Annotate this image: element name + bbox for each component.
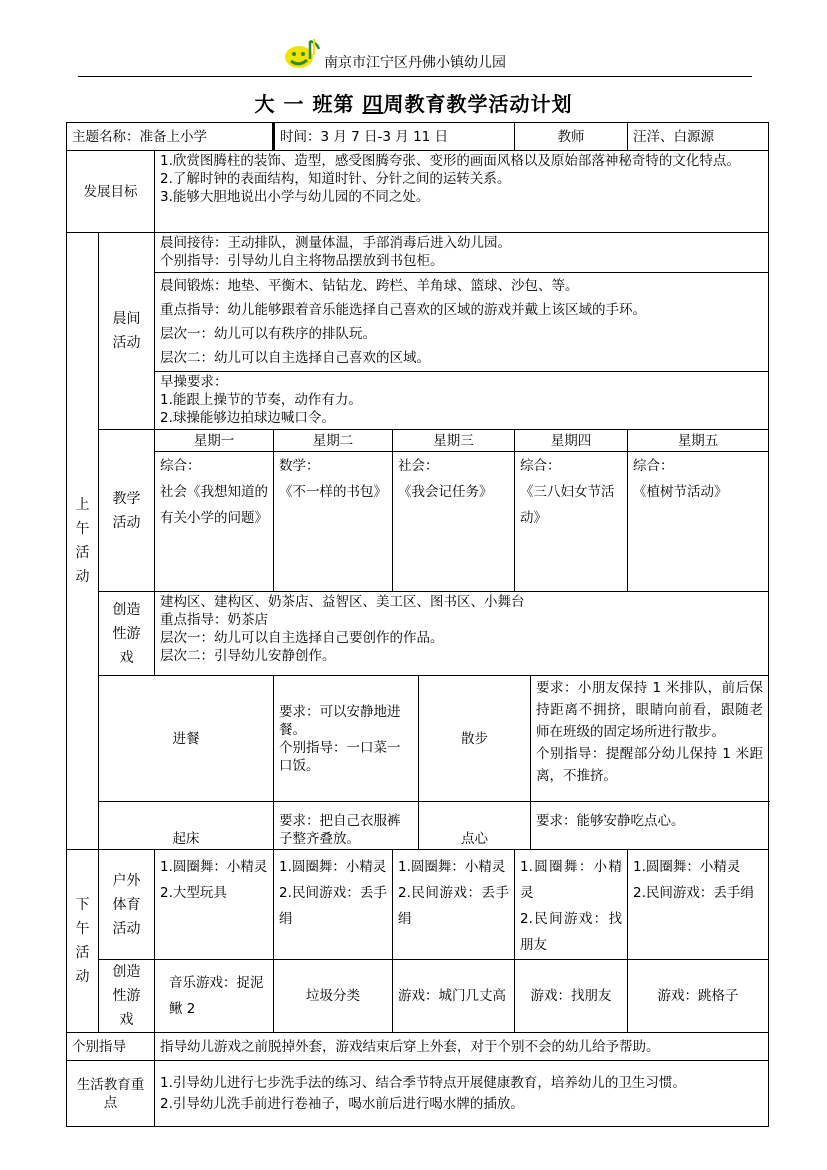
reception-line: 晨间接待：王动排队，测量体温，手部消毒后进入幼儿园。 [160, 235, 511, 251]
exercise-line: 晨间锻炼：地垫、平衡木、钻钻龙、跨栏、羊角球、篮球、沙包、等。 [160, 278, 579, 294]
life-label: 生活教育重 点 [67, 1061, 155, 1127]
morning-drill-row [67, 372, 769, 430]
outdoor-fri [628, 850, 769, 960]
afternoon-outdoor-row [67, 850, 769, 960]
life-row [67, 1061, 769, 1127]
exercise-line: 层次二：幼儿可以自主选择自己喜欢的区域。 [160, 350, 430, 366]
outdoor-line: 1.圆圈舞：小精灵 [520, 859, 623, 901]
activity-plan-table [66, 122, 769, 1127]
drill-line: 早操要求： [160, 374, 228, 390]
outdoor-line: 2.民间游戏：丢手绢 [279, 885, 387, 927]
exercise-line: 重点指导：幼儿能够跟着音乐能选择自己喜欢的区域的游戏并戴上该区域的手环。 [160, 302, 646, 318]
wake-row [67, 802, 769, 850]
class-name: 大 一 班 [254, 92, 334, 116]
life-content [155, 1061, 769, 1127]
goal-item: 1.欣赏图腾柱的装饰、造型，感受图腾夸张、变形的画面风格以及原始部落神秘奇特的文化特点。 [160, 153, 740, 169]
afternoon-creative-fri: 游戏：跳格子 [628, 960, 769, 1033]
afternoon-creative-label: 创造性游戏 [99, 960, 155, 1033]
meal-line: 个别指导：一口菜一口饭。 [279, 739, 401, 774]
individual-content: 指导幼儿游戏之前脱掉外套，游戏结束后穿上外套，对于个别不会的幼儿给予帮助。 [155, 1033, 769, 1061]
afternoon-section-label: 下午活动 [67, 850, 99, 1033]
afternoon-creative-mon: 音乐游戏：捉泥鳅 2 [155, 960, 274, 1033]
creative-line: 层次一：幼儿可以自主选择自己要创作的作品。 [160, 630, 444, 646]
teaching-subject: 综合： [633, 458, 674, 474]
outdoor-line: 1.圆圈舞：小精灵 [160, 859, 268, 875]
time-cell [274, 123, 515, 151]
meal-row [67, 676, 769, 802]
outdoor-line: 2.大型玩具 [160, 885, 227, 901]
goal-item: 2.了解时钟的表面结构，知道时针、分针之间的运转关系。 [160, 171, 511, 187]
morning-creative-content [155, 592, 769, 676]
teacher-value: 汪洋、白源源 [628, 123, 769, 151]
teaching-label: 教学活动 [99, 430, 155, 592]
creative-line: 建构区、建构区、奶茶店、益智区、美工区、图书区、小舞台 [160, 594, 525, 610]
outdoor-line: 2.民间游戏：找朋友 [520, 911, 623, 953]
weekday-header-row [67, 430, 769, 452]
weekday-wed: 星期三 [393, 430, 515, 452]
afternoon-creative-thu: 游戏：找朋友 [515, 960, 628, 1033]
walk-label: 散步 [419, 676, 531, 802]
outdoor-thu [515, 850, 628, 960]
page-title [0, 88, 827, 117]
teaching-subject: 数学： [279, 458, 320, 474]
drill-line: 1.能跟上操节的节奏，动作有力。 [160, 392, 362, 408]
page-header [78, 40, 752, 77]
exercise-line: 层次一：幼儿可以有秩序的排队玩。 [160, 326, 376, 342]
exercise-content [155, 273, 769, 372]
meal-label: 进餐 [99, 676, 274, 802]
individual-row [67, 1033, 769, 1061]
afternoon-creative-row [67, 960, 769, 1033]
goal-item: 3.能够大胆地说出小学与幼儿园的不同之处。 [160, 189, 430, 205]
teaching-fri [628, 452, 769, 592]
reception-line: 个别指导：引导幼儿自主将物品摆放到书包柜。 [160, 253, 444, 269]
wake-label: 起床 [99, 802, 274, 850]
morning-creative-label: 创造性游戏 [99, 592, 155, 676]
meal-line: 要求：可以安静地进餐。 [279, 703, 401, 738]
teaching-thu [515, 452, 628, 592]
walk-line: 个别指导：提醒部分幼儿保持 1 米距离，不推挤。 [536, 746, 764, 784]
theme-cell [67, 123, 274, 151]
outdoor-tue [274, 850, 393, 960]
teaching-subject: 综合： [520, 458, 561, 474]
teaching-topic: 《植树节活动》 [633, 484, 728, 500]
goals-row [67, 151, 769, 233]
teaching-topic: 《我会记任务》 [398, 484, 493, 500]
outdoor-line: 2.民间游戏：丢手绢 [633, 885, 754, 901]
drill-line: 2.球操能够边拍球边喊口令。 [160, 410, 335, 426]
outdoor-wed [393, 850, 515, 960]
life-item: 2.引导幼儿洗手前进行卷袖子，喝水前后进行喝水牌的插放。 [160, 1095, 524, 1112]
teaching-topic: 社会《我想知道的有关小学的问题》 [160, 484, 268, 526]
teaching-topic: 《不一样的书包》 [279, 484, 387, 500]
teaching-subject: 社会： [398, 458, 439, 474]
weekday-thu: 星期四 [515, 430, 628, 452]
morning-reception-row [67, 233, 769, 273]
school-name: 南京市江宁区丹佛小镇幼儿园 [324, 55, 506, 71]
teaching-row [67, 452, 769, 592]
outdoor-line: 1.圆圈舞：小精灵 [633, 859, 741, 875]
week-number: 四 [362, 92, 384, 116]
info-row [67, 123, 769, 151]
teaching-wed [393, 452, 515, 592]
teaching-subject: 综合： [160, 458, 201, 474]
meal-content [274, 676, 419, 802]
weekday-fri: 星期五 [628, 430, 769, 452]
weekday-mon: 星期一 [155, 430, 274, 452]
outdoor-mon [155, 850, 274, 960]
creative-line: 层次二：引导幼儿安静创作。 [160, 648, 336, 664]
time-label: 时间： [280, 128, 321, 145]
goals-content [155, 151, 769, 233]
wake-content: 要求：把自己衣服裤子整齐叠放。 [274, 802, 419, 850]
life-item: 1.引导幼儿进行七步洗手法的练习、结合季节特点开展健康教育，培养幼儿的卫生习惯。 [160, 1074, 686, 1091]
teaching-topic: 《三八妇女节活动》 [520, 484, 615, 526]
morning-exercise-row [67, 273, 769, 372]
walk-content [531, 676, 769, 802]
time-value: 3 月 7 日-3 月 11 日 [320, 128, 449, 145]
theme-label: 主题名称： [72, 128, 140, 145]
kindergarten-logo-icon [283, 37, 323, 71]
outdoor-label: 户外体育活动 [99, 850, 155, 960]
reception-content [155, 233, 769, 273]
walk-line: 要求：小朋友保持 1 米排队，前后保持距离不拥挤，眼睛向前看，跟随老师在班级的固定场所进行散步。 [536, 680, 764, 740]
snack-label: 点心 [419, 802, 531, 850]
weekday-tue: 星期二 [274, 430, 393, 452]
theme-value: 准备上小学 [139, 128, 207, 145]
outdoor-line: 1.圆圈舞：小精灵 [398, 859, 506, 875]
outdoor-line: 1.圆圈舞：小精灵 [279, 859, 387, 875]
teaching-mon [155, 452, 274, 592]
week-suffix: 周教育教学活动计划 [383, 92, 573, 116]
teaching-tue [274, 452, 393, 592]
creative-line: 重点指导：奶茶店 [160, 612, 268, 628]
outdoor-line: 2.民间游戏：丢手绢 [398, 885, 510, 927]
week-prefix: 第 [333, 92, 363, 116]
morning-section-label: 上午活动 [67, 233, 99, 850]
afternoon-creative-tue: 垃圾分类 [274, 960, 393, 1033]
drill-content [155, 372, 769, 430]
afternoon-creative-wed: 游戏：城门几丈高 [393, 960, 515, 1033]
individual-label: 个别指导 [67, 1033, 155, 1061]
teacher-label: 教师 [515, 123, 628, 151]
goals-label: 发展目标 [67, 151, 155, 233]
snack-content: 要求：能够安静吃点心。 [531, 802, 769, 850]
morning-activity-label: 晨间活动 [99, 233, 155, 430]
morning-creative-row [67, 592, 769, 676]
